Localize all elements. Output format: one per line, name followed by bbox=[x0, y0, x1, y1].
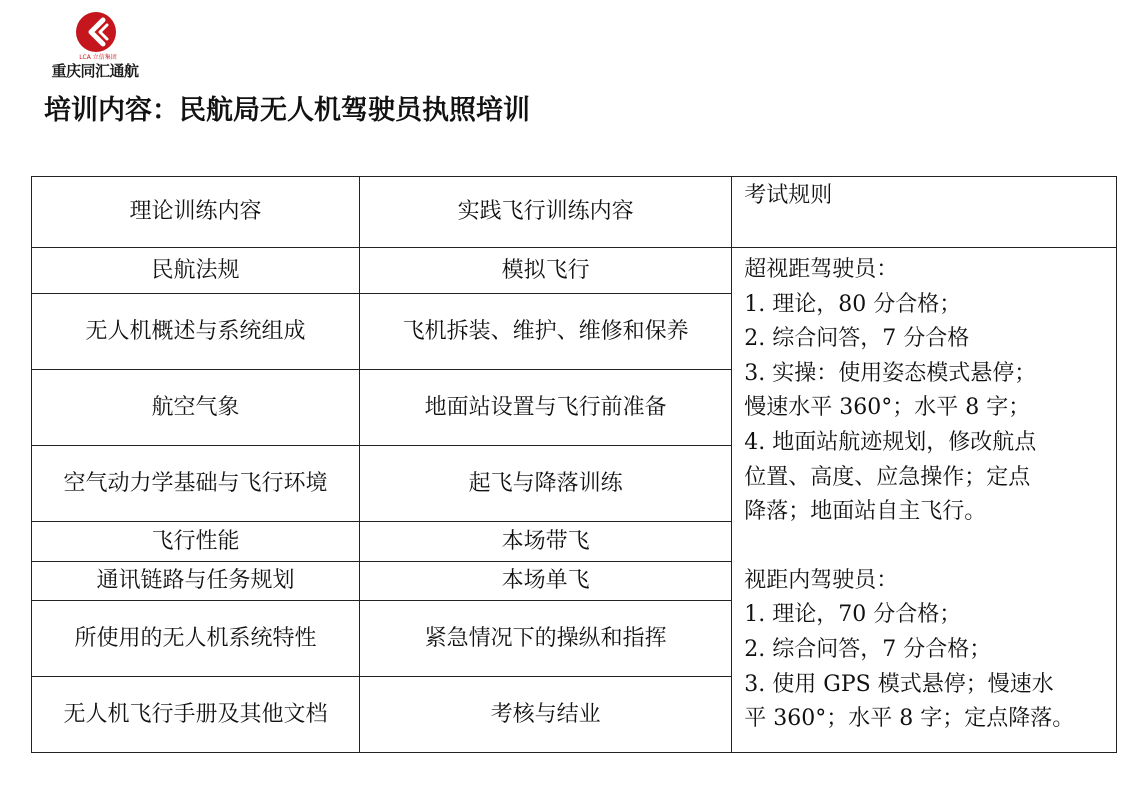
vlos-heading: 视距内驾驶员： bbox=[744, 567, 899, 593]
header-practice: 实践飞行训练内容 bbox=[359, 177, 731, 248]
table-header-row bbox=[32, 177, 1117, 248]
practice-cell: 本场单飞 bbox=[359, 562, 731, 601]
rule-line: 1. 理论，80 分合格； bbox=[744, 291, 962, 317]
table-row bbox=[32, 248, 1117, 294]
rule-line: 位置、高度、应急操作；定点 bbox=[744, 464, 1031, 490]
rule-line: 2. 综合问答，7 分合格； bbox=[744, 636, 992, 662]
rule-line: 3. 使用 GPS 模式悬停；慢速水 bbox=[744, 671, 1054, 697]
rule-line: 2. 综合问答，7 分合格 bbox=[744, 326, 970, 352]
practice-cell: 考核与结业 bbox=[359, 677, 731, 753]
theory-cell: 飞行性能 bbox=[32, 522, 360, 562]
page-title: 培训内容：民航局无人机驾驶员执照培训 bbox=[44, 95, 530, 126]
header-exam: 考试规则 bbox=[732, 177, 1117, 248]
rule-line: 降落；地面站自主飞行。 bbox=[744, 499, 987, 525]
vlos-rules bbox=[744, 564, 1106, 737]
practice-cell: 飞机拆装、维护、维修和保养 bbox=[359, 294, 731, 370]
lca-logo-icon bbox=[74, 10, 118, 54]
training-table bbox=[31, 176, 1117, 753]
practice-cell: 起飞与降落训练 bbox=[359, 446, 731, 522]
theory-cell: 无人机飞行手册及其他文档 bbox=[32, 677, 360, 753]
theory-cell: 航空气象 bbox=[32, 370, 360, 446]
theory-cell: 民航法规 bbox=[32, 248, 360, 294]
theory-cell: 无人机概述与系统组成 bbox=[32, 294, 360, 370]
logo-group-text: LCA 立信集团 bbox=[79, 54, 117, 61]
company-logo bbox=[40, 10, 150, 78]
rules-spacer bbox=[744, 530, 1106, 564]
rule-line: 4. 地面站航迹规划，修改航点 bbox=[744, 429, 1037, 455]
theory-cell: 空气动力学基础与飞行环境 bbox=[32, 446, 360, 522]
header-theory: 理论训练内容 bbox=[32, 177, 360, 248]
practice-cell: 本场带飞 bbox=[359, 522, 731, 562]
practice-cell: 模拟飞行 bbox=[359, 248, 731, 294]
exam-rules-cell bbox=[732, 248, 1117, 753]
practice-cell: 紧急情况下的操纵和指挥 bbox=[359, 601, 731, 677]
logo-company-name: 重庆同汇通航 bbox=[51, 62, 139, 80]
rule-line: 3. 实操：使用姿态模式悬停； bbox=[744, 360, 1037, 386]
rule-line: 慢速水平 360°；水平 8 字； bbox=[744, 395, 1031, 421]
theory-cell: 所使用的无人机系统特性 bbox=[32, 601, 360, 677]
bvlos-heading: 超视距驾驶员： bbox=[744, 257, 899, 282]
bvlos-rules bbox=[744, 253, 1106, 530]
rule-line: 平 360°；水平 8 字；定点降落。 bbox=[744, 706, 1075, 732]
rule-line: 1. 理论，70 分合格； bbox=[744, 602, 962, 628]
practice-cell: 地面站设置与飞行前准备 bbox=[359, 370, 731, 446]
theory-cell: 通讯链路与任务规划 bbox=[32, 562, 360, 601]
